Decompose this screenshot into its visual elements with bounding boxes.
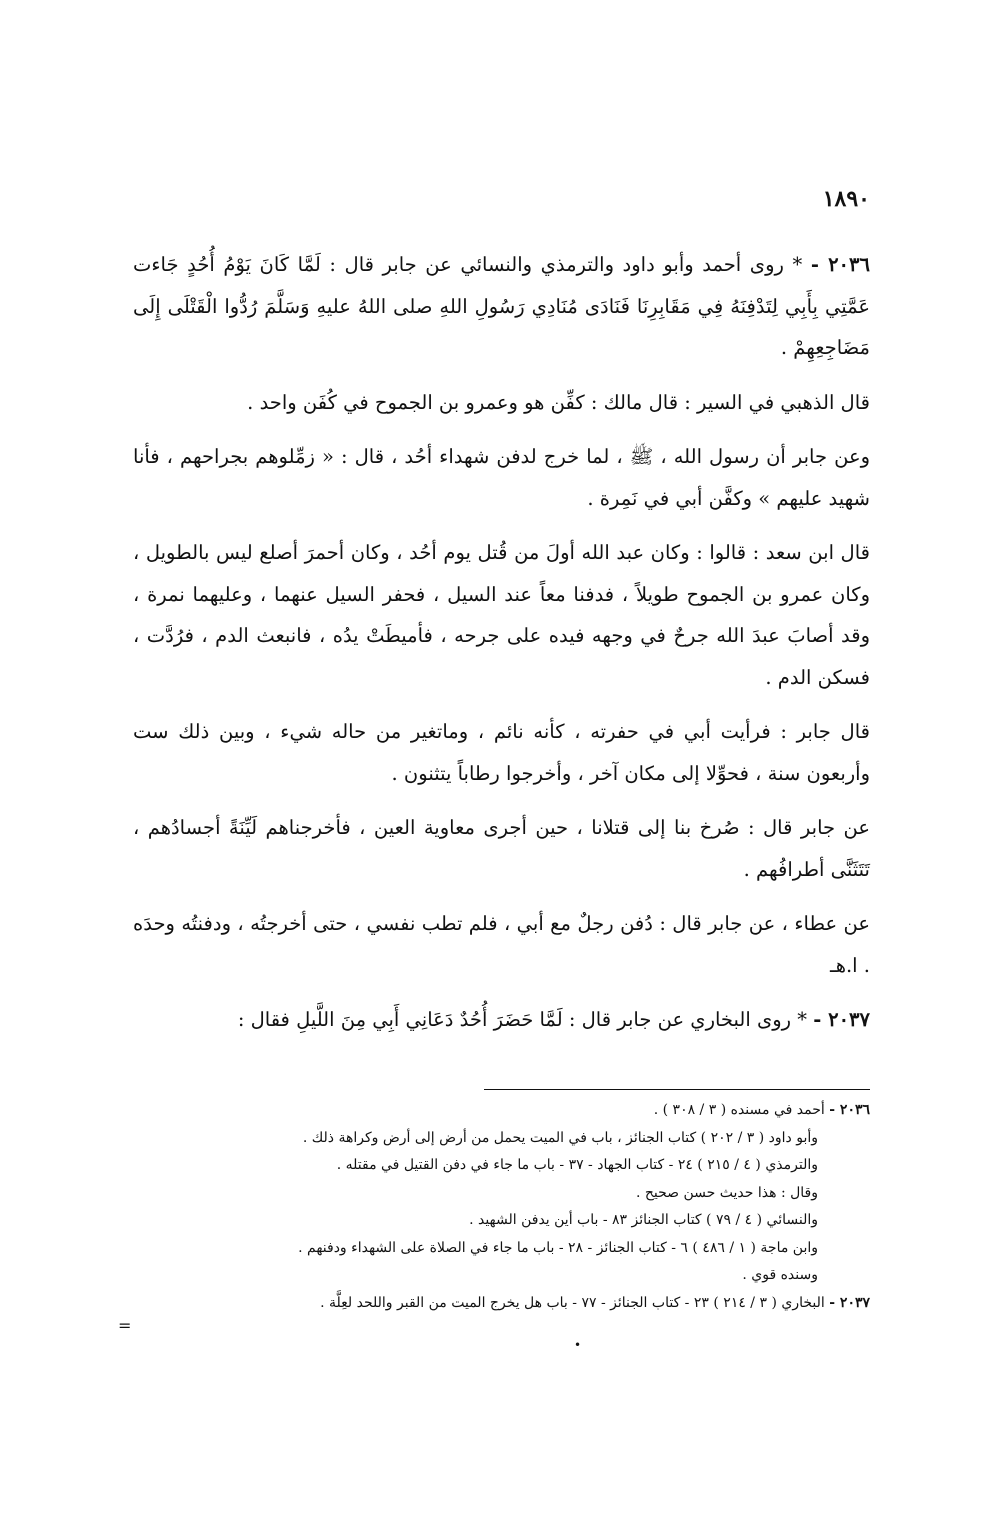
paragraph-text: قال الذهبي في السير : قال مالك : كفِّن هو وعمرو بن الجموح في كُفَن واحد . xyxy=(247,390,870,414)
continuation-mark: = xyxy=(118,1316,132,1335)
paragraph-text: عن عطاء ، عن جابر قال : دُفن رجلٌ مع أبي ، فلم تطب نفسي ، حتى أخرجتُه ، ودفنتُه وحدَه . ا.هـ xyxy=(133,912,870,977)
paragraph-text: قال جابر : فرأيت أبي في حفرته ، كأنه نائم ، وماتغير من حاله شيء ، وبين ذلك ست وأربعون سنة ، فحوِّلا إلى مكان آخر ، وأخرجوا رطاباً يتثنون . xyxy=(133,720,870,785)
footnote xyxy=(133,1235,870,1263)
footnote-text: وأبو داود ( ٣ / ٢٠٢ ) كتاب الجنائز ، باب في الميت يحمل من أرض إلى أرض وكراهة ذلك . xyxy=(302,1129,818,1146)
footnote xyxy=(133,1290,870,1318)
footnote xyxy=(133,1207,870,1235)
footnote-text: أحمد في مسنده ( ٣ / ٣٠٨ ) . xyxy=(653,1102,825,1118)
paragraph xyxy=(133,436,870,519)
footnote-text: والنسائي ( ٤ / ٧٩ ) كتاب الجنائز ٨٣ - باب أين يدفن الشهيد . xyxy=(469,1212,818,1228)
hadith-number: ٢٠٣٦ - xyxy=(810,253,870,276)
footnote-text: وقال : هذا حديث حسن صحيح . xyxy=(635,1184,818,1201)
paragraph xyxy=(133,532,870,698)
paragraph-text: * روى البخاري عن جابر قال : لَمَّا حَضَرَ أُحُدٌ دَعَانِي أَبِي مِنَ اللَّيلِ فقال : xyxy=(237,1008,807,1031)
footnote-text: وسنده قوي . xyxy=(742,1267,818,1283)
hadith-number: ٢٠٣٧ - xyxy=(813,1008,870,1031)
main-text xyxy=(133,244,870,1054)
footnote-number: ٢٠٣٧ - xyxy=(829,1294,870,1311)
footnote-text: وابن ماجة ( ١ / ٤٨٦ ) ٦ - كتاب الجنائز - ٢٨ - باب ما جاء في الصلاة على الشهداء ودفنهم . xyxy=(298,1239,818,1256)
paragraph xyxy=(133,382,870,424)
paragraph-text: * روى أحمد وأبو داود والترمذي والنسائي عن جابر قال : لَمَّا كَانَ يَوْمُ أُحُدٍ جَاءت عَمَّتِي بِأَبِي لِتَدْفِنَهُ فِي مَقَابِرِنَا فَنَادَى مُنَادِي رَسُولِ اللهِ صلى اللهُ عليهِ وَسَلَّمَ رُدُّوا الْقَتْلَى إِلَى مَضَاجِعِهِمْ . xyxy=(133,253,870,359)
paragraph-text: وعن جابر أن رسول الله ، ﷺ ، لما خرج لدفن شهداء أحُد ، قال : « زمِّلوهم بجراحهم ، فأنا شهيد عليهم » وكفَّن أبي في نَمِرة . xyxy=(133,445,870,510)
paragraph xyxy=(133,711,870,794)
footnote xyxy=(133,1097,870,1125)
paragraph xyxy=(133,807,870,890)
paragraph xyxy=(133,244,870,369)
paragraph-text: قال ابن سعد : قالوا : وكان عبد الله أولَ من قُتل يوم أحُد ، وكان أحمرَ أصلع ليس بالطويل ، وكان عمرو بن الجموح طويلاً ، فدفنا معاً عند السيل ، فحفر السيل عنهما ، وعليهما نمرة ، وقد أصابَ عبدَ الله جرحٌ في وجهه فيده على جرحه ، فأميطَتْ يدُه ، فانبعث الدم ، فرُدَّت ، فسكن الدم . xyxy=(133,541,870,689)
footnotes xyxy=(133,1097,870,1317)
footnote-text: والترمذي ( ٤ / ٢١٥ ) ٢٤ - كتاب الجهاد - ٣٧ - باب ما جاء في دفن القتيل في مقتله . xyxy=(336,1157,818,1173)
footnote xyxy=(133,1125,870,1153)
footnote xyxy=(133,1262,870,1290)
footnote xyxy=(133,1152,870,1180)
paragraph-text: عن جابر قال : صُرخ بنا إلى قتلانا ، حين أجرى معاوية العين ، فأخرجناهم لَيِّنَةً أجسادُهم ، تَتَثَنَّى أطرافُهم . xyxy=(133,816,870,881)
paragraph xyxy=(133,999,870,1041)
page-number: ١٨٩٠ xyxy=(822,186,870,212)
footnote-number: ٢٠٣٦ - xyxy=(829,1102,870,1118)
footnote xyxy=(133,1180,870,1208)
paragraph xyxy=(133,903,870,986)
print-dot: • xyxy=(574,1338,582,1352)
footnote-separator xyxy=(484,1089,870,1090)
footnote-text: البخاري ( ٣ / ٢١٤ ) ٢٣ - كتاب الجنائز - ٧٧ - باب هل يخرج الميت من القبر واللحد لعِلَّة . xyxy=(320,1294,825,1311)
